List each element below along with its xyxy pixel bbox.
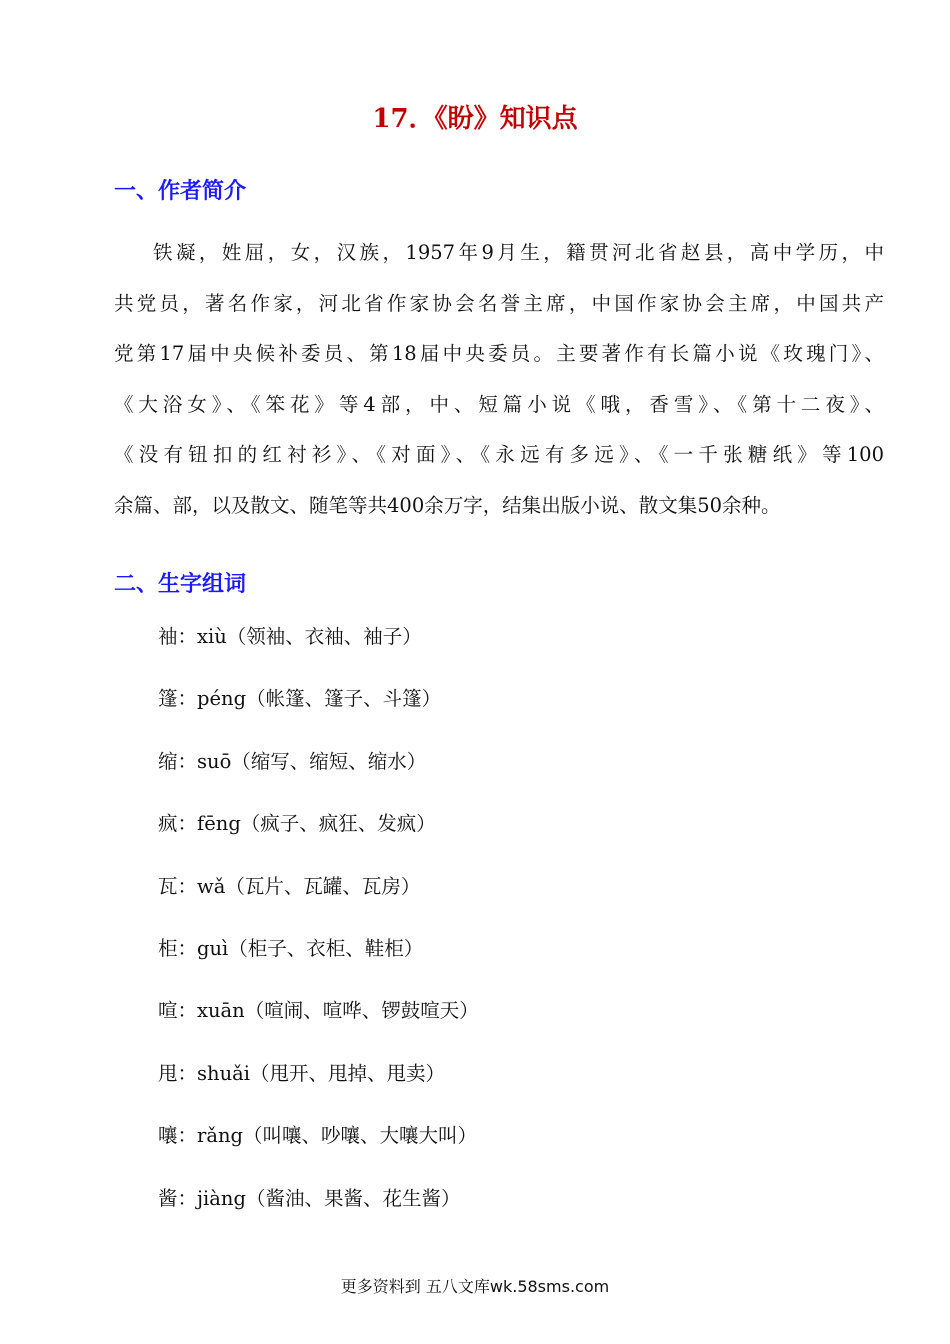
vocabulary-item: 嚷：rǎng（叫嚷、吵嚷、大嚷大叫）: [158, 1124, 477, 1148]
vocabulary-item: 酱：jiàng（酱油、果酱、花生酱）: [158, 1186, 461, 1210]
section-heading-author-intro: 一、作者简介: [114, 178, 247, 205]
bio-line: 铁凝，姓屈，女，汉族，1957年9月生，籍贯河北省赵县，高中学历，中: [153, 241, 884, 264]
vocabulary-item: 甩：shuǎi（甩开、甩掉、甩卖）: [158, 1061, 445, 1085]
vocabulary-item: 瓦：wǎ（瓦片、瓦罐、瓦房）: [158, 874, 421, 898]
vocabulary-item: 篷：péng（帐篷、篷子、斗篷）: [158, 687, 442, 711]
vocabulary-item: 缩：suō（缩写、缩短、缩水）: [158, 749, 427, 773]
bio-line: 《没有钮扣的红衬衫》、《对面》、《永远有多远》、《一千张糖纸》等100: [114, 443, 884, 466]
vocabulary-item: 袖：xiù（领袖、衣袖、袖子）: [158, 625, 422, 648]
vocabulary-item: 柜：guì（柜子、衣柜、鞋柜）: [158, 936, 424, 960]
vocabulary-list: [158, 615, 479, 1239]
page-title: 17．《盼》知识点: [372, 104, 578, 135]
footer-source-link[interactable]: 更多资料到 五八文库wk.58sms.com: [340, 1277, 610, 1296]
bio-line: 余篇、部，以及散文、随笔等共400余万字，结集出版小说、散文集50余种。: [114, 493, 781, 517]
bio-line: 《大浴女》、《笨花》等4部，中、短篇小说《哦，香雪》、《第十二夜》、: [114, 392, 884, 416]
vocabulary-item: 喧：xuān（喧闹、喧哗、锣鼓喧天）: [158, 999, 479, 1023]
section-heading-vocabulary: 二、生字组词: [114, 571, 247, 598]
bio-line: 党第17届中央候补委员、第18届中央委员。主要著作有长篇小说《玫瑰门》、: [114, 342, 884, 365]
vocabulary-item: 疯：fēng（疯子、疯狂、发疯）: [158, 812, 436, 836]
bio-line: 共党员，著名作家，河北省作家协会名誉主席，中国作家协会主席，中国共产: [114, 291, 884, 315]
author-bio-paragraph: [114, 228, 884, 531]
